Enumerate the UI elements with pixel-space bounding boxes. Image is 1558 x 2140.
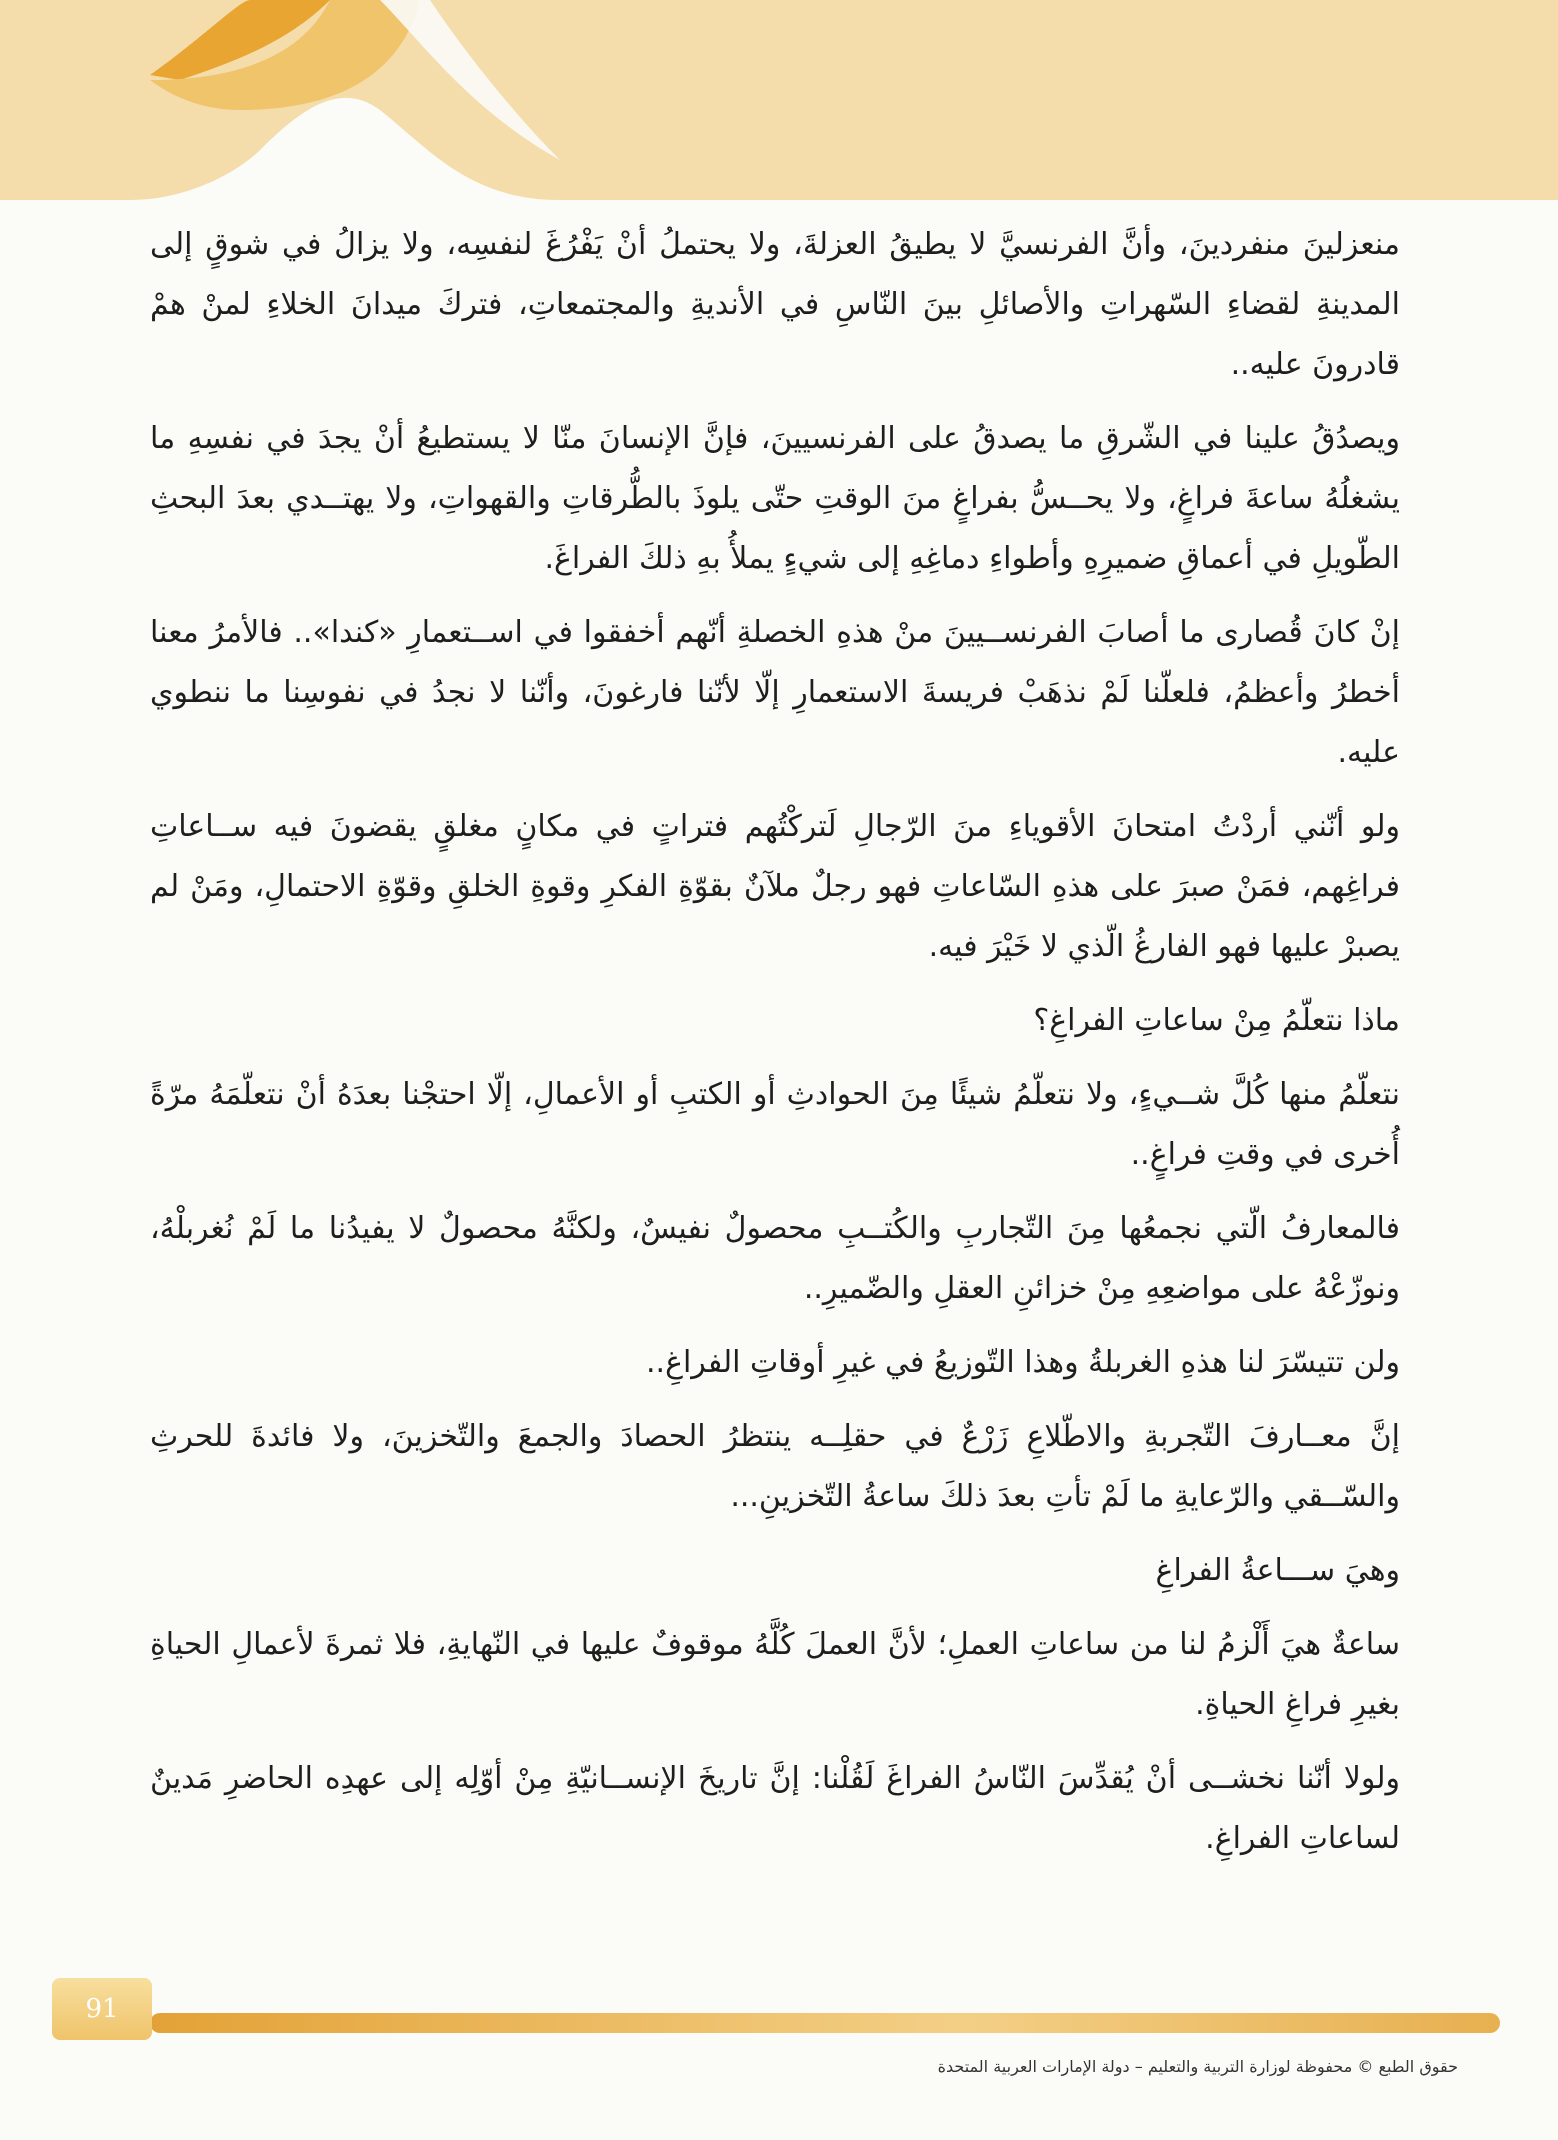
- article-body: [150, 215, 1400, 1883]
- decorative-header-banner: [0, 0, 1558, 200]
- paragraph-2: ويصدُقُ علينا في الشّرقِ ما يصدقُ على الفرنسيينَ، فإنَّ الإنسانَ منّا لا يستطيعُ أنْ يجدَ في نفسِهِ ما يشغلُهُ ساعةَ فراغٍ، ولا يحــسُّ بفراغٍ منَ الوقتِ حتّى يلوذَ بالطُّرقاتِ والقهواتِ، ولا يهتــدي بعدَ البحثِ الطّويلِ في أعماقِ ضميرِهِ وأطواءِ دماغِهِ إلى شيءٍ يملأُ بهِ ذلكَ الفراغَ.: [150, 421, 1400, 576]
- paragraph-7: فالمعارفُ الّتي نجمعُها مِنَ التّجاربِ والكُتــبِ محصولٌ نفيسٌ، ولكنَّهُ محصولٌ لا يفيدُنا ما لَمْ نُغربلْهُ، ونوزّعْهُ على مواضعِهِ مِنْ خزائنِ العقلِ والضّميرِ..: [150, 1211, 1400, 1306]
- footer-rule: [150, 2013, 1500, 2033]
- paragraph-5-question: ماذا نتعلّمُ مِنْ ساعاتِ الفراغِ؟: [1033, 1003, 1400, 1038]
- paragraph-10: وهيَ ســـاعةُ الفراغِ: [1155, 1553, 1400, 1588]
- paragraph-3: إنْ كانَ قُصارى ما أصابَ الفرنســيينَ منْ هذهِ الخصلةِ أنّهم أخفقوا في اســتعمارِ «كندا».. فالأمرُ معنا أخطرُ وأعظمُ، فلعلّنا لَمْ نذهَبْ فريسةَ الاستعمارِ إلّا لأنّنا فارغونَ، وأنّنا لا نجدُ في نفوسِنا ما ننطوي عليه.: [150, 615, 1400, 770]
- paragraph-11: ساعةٌ هيَ أَلْزمُ لنا من ساعاتِ العملِ؛ لأنَّ العملَ كُلَّهُ موقوفٌ عليها في النّهايةِ، فلا ثمرةَ لأعمالِ الحياةِ بغيرِ فراغِ الحياةِ.: [150, 1627, 1400, 1722]
- paragraph-8: ولن تتيسّرَ لنا هذهِ الغربلةُ وهذا التّوزيعُ في غيرِ أوقاتِ الفراغِ..: [646, 1345, 1400, 1380]
- paragraph-1: منعزلينَ منفردينَ، وأنَّ الفرنسيَّ لا يطيقُ العزلةَ، ولا يحتملُ أنْ يَفْرُغَ لنفسِه، ولا يزالُ في شوقٍ إلى المدينةِ لقضاءِ السّهراتِ والأصائلِ بينَ النّاسِ في الأنديةِ والمجتمعاتِ، فتركَ ميدانَ الخلاءِ لمنْ همْ قادرونَ عليه..: [150, 227, 1400, 382]
- paragraph-4: ولو أنّني أردْتُ امتحانَ الأقوياءِ منَ الرّجالِ لَتركْتُهم فتراتٍ في مكانٍ مغلقٍ يقضونَ فيه ســاعاتِ فراغِهم، فمَنْ صبرَ على هذهِ السّاعاتِ فهو رجلٌ ملآنٌ بقوّةِ الفكرِ وقوةِ الخلقِ وقوّةِ الاحتمالِ، ومَنْ لم يصبرْ عليها فهو الفارغُ الّذي لا خَيْرَ فيه.: [150, 809, 1400, 964]
- copyright-notice: حقوق الطبع © محفوظة لوزارة التربية والتعليم – دولة الإمارات العربية المتحدة: [937, 2057, 1458, 2076]
- paragraph-6: نتعلّمُ منها كُلَّ شــيءٍ، ولا نتعلّمُ شيئًا مِنَ الحوادثِ أو الكتبِ أو الأعمالِ، إلّا احتجْنا بعدَهُ أنْ نتعلّمَهُ مرّةً أُخرى في وقتِ فراغٍ..: [150, 1077, 1400, 1172]
- paragraph-9: إنَّ معــارفَ التّجربةِ والاطّلاعِ زَرْعٌ في حقلِــه ينتظرُ الحصادَ والجمعَ والتّخزينَ، ولا فائدةَ للحرثِ والسّــقي والرّعايةِ ما لَمْ تأتِ بعدَ ذلكَ ساعةُ التّخزينِ...: [150, 1419, 1400, 1514]
- paragraph-12: ولولا أنّنا نخشــى أنْ يُقدِّسَ النّاسُ الفراغَ لَقُلْنا: إنَّ تاريخَ الإنســانيّةِ مِنْ أوّلِه إلى عهدِه الحاضرِ مَدينٌ لساعاتِ الفراغِ.: [150, 1761, 1400, 1856]
- page-number: 91: [52, 1978, 152, 2040]
